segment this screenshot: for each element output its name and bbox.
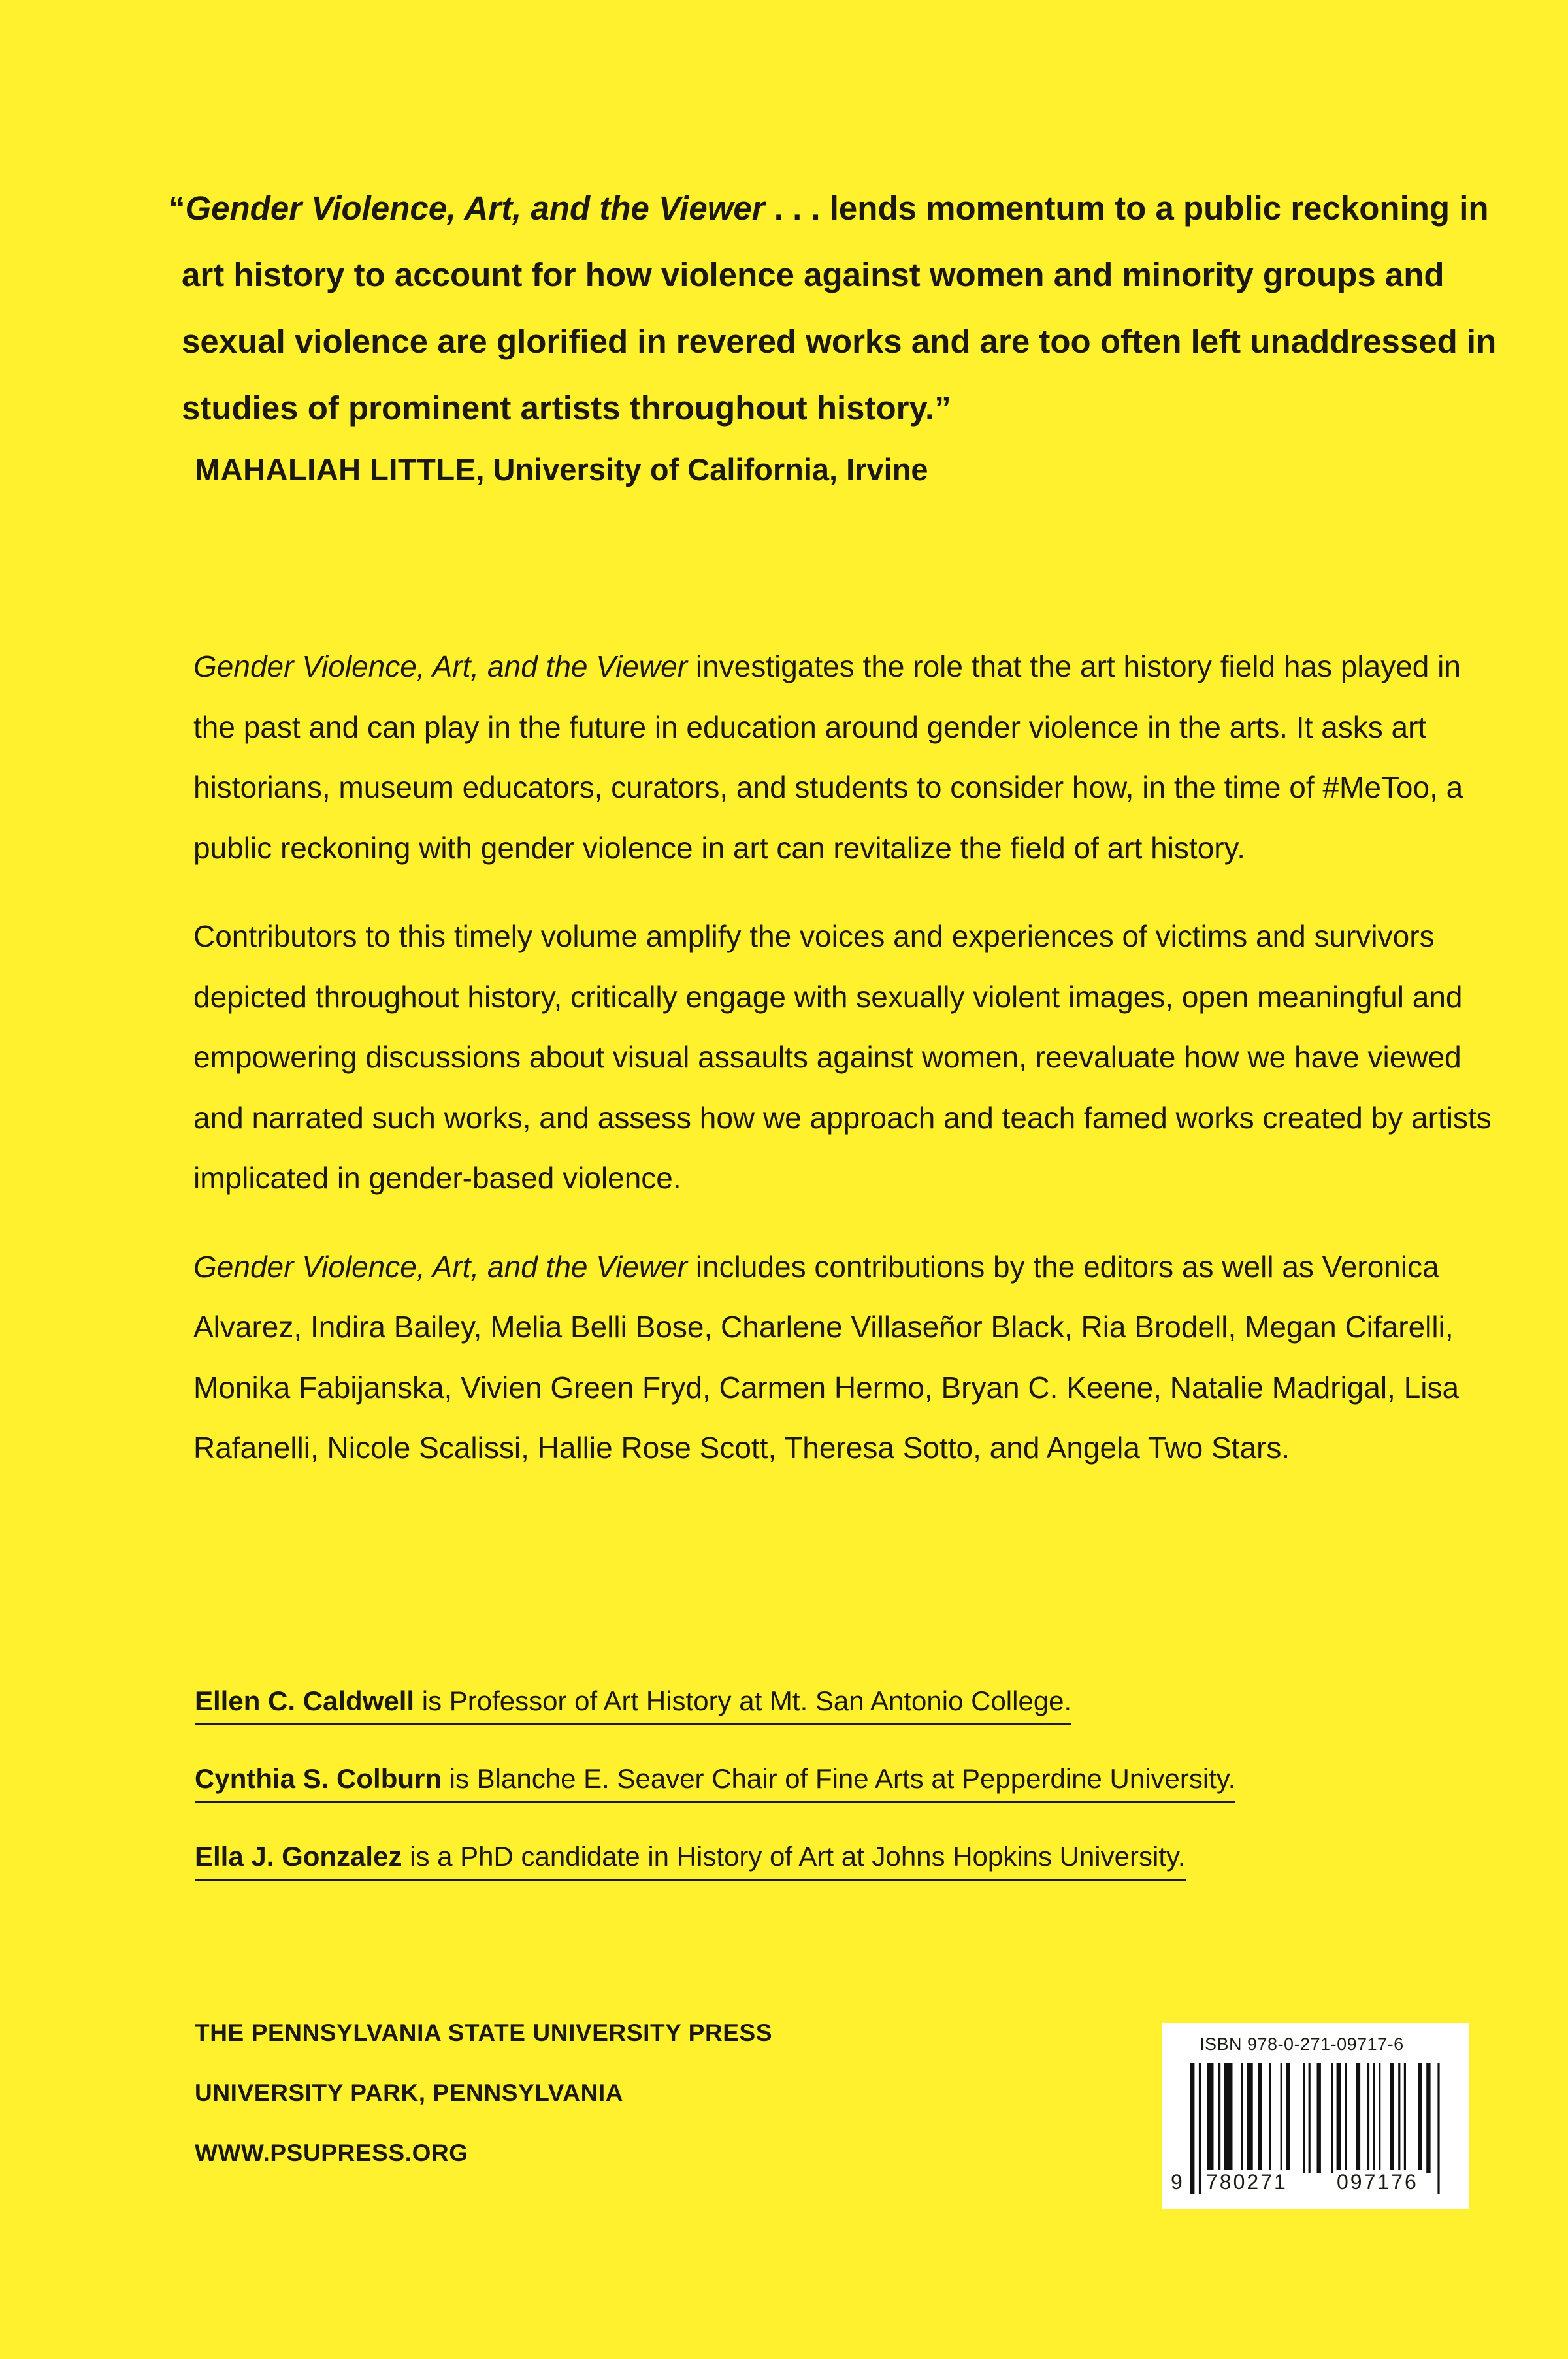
barcode-bar — [1379, 2063, 1380, 2173]
description-paragraph-1: Gender Violence, Art, and the Viewer investigates the role that the art history field has played in the past and can play in the future in education around gender violence in the arts. It asks art historians, museum educators, curators, and students to consider how, in the time of #MeToo, a public reckoning with gender violence in art can revitalize the field of art history. — [193, 649, 1463, 865]
barcode-bar — [1190, 2063, 1194, 2194]
quote-book-title: Gender Violence, Art, and the Viewer — [185, 189, 765, 227]
editor-bio-gonzalez — [195, 1838, 1186, 1881]
barcode-bar — [1247, 2063, 1253, 2173]
isbn-barcode — [1162, 2023, 1469, 2209]
editor-bio-caldwell — [195, 1683, 1071, 1725]
publisher-info — [195, 2003, 772, 2183]
editor-bios — [195, 1683, 1501, 1916]
barcode-bar — [1426, 2063, 1430, 2173]
barcode-bar — [1437, 2063, 1439, 2194]
isbn-label: ISBN 978-0-271-09717-6 — [1200, 2034, 1404, 2054]
editor-name: Ellen C. Caldwell — [195, 1685, 415, 1716]
barcode-digits-left: 780271 — [1202, 2170, 1292, 2194]
quote-text — [169, 175, 1501, 442]
barcode-bar — [1373, 2063, 1375, 2173]
editor-name: Ella J. Gonzalez — [195, 1841, 402, 1872]
quote-affiliation: , University of California, Irvine — [476, 452, 928, 487]
barcode-bar — [1286, 2063, 1290, 2173]
barcode-bar — [1356, 2063, 1360, 2173]
endorsement-quote — [169, 175, 1501, 493]
editor-description: is a PhD candidate in History of Art at Johns Hopkins University. — [402, 1841, 1186, 1872]
description-paragraph-2: Contributors to this timely volume amplify the voices and experiences of victims and survivors depicted throughout history, critically engage with sexually violent images, open meaningful and empowering discussions about visual assaults against women, reevaluate how we have viewed and narrated such works, and assess how we approach and teach famed works created by artists implicated in gender-based violence. — [193, 919, 1492, 1195]
barcode-bar — [1258, 2063, 1262, 2173]
publisher-name: THE PENNSYLVANIA STATE UNIVERSITY PRESS — [195, 2019, 773, 2046]
barcode-bar — [1281, 2063, 1282, 2173]
barcode-bar — [1269, 2063, 1271, 2173]
barcode-bar — [1199, 2063, 1201, 2194]
open-quote-mark: “ — [169, 189, 186, 227]
description-paragraph-3: Gender Violence, Art, and the Viewer includes contributions by the editors as well as Veronica Alvarez, Indira Bailey, Melia Belli Bose, Charlene Villaseñor Black, Ria Brodell, Megan Cifarelli, Monika Fabijanska, Vivien Green Fryd, Carmen Hermo, Bryan C. Keene, Natalie Madrigal, Lisa Rafanelli, Nicole Scalissi, Hallie Rose Scott, Theresa Sotto, and Angela Two Stars. — [193, 1249, 1460, 1465]
quote-ellipsis: . . . — [764, 189, 830, 227]
barcode-bar — [1309, 2063, 1311, 2173]
barcode-bar — [1404, 2063, 1406, 2173]
editor-name: Cynthia S. Colburn — [195, 1763, 442, 1794]
editor-description: is Blanche E. Seaver Chair of Fine Arts at Pepperdine University. — [442, 1763, 1236, 1794]
barcode-bar — [1345, 2063, 1347, 2173]
description-title-3: Gender Violence, Art, and the Viewer — [193, 1249, 688, 1284]
editor-description: is Professor of Art History at Mt. San Antonio College. — [414, 1685, 1072, 1716]
quote-body: lends momentum to a public reckoning in art history to account for how violence against women and minority groups and sexual violence are glorified in revered works and are too often left unaddressed in studies of prominent artists throughout history.” — [182, 189, 1497, 427]
quote-attribution — [195, 447, 1501, 493]
barcode-digits-right: 097176 — [1333, 2170, 1422, 2194]
barcode-bar — [1218, 2063, 1220, 2173]
description-title-1: Gender Violence, Art, and the Viewer — [193, 649, 688, 683]
book-description — [193, 636, 1507, 1506]
publisher-location: UNIVERSITY PARK, PENNSYLVANIA — [195, 2079, 624, 2106]
barcode-bar — [1418, 2063, 1422, 2173]
barcode-bar — [1317, 2063, 1321, 2173]
editor-bio-colburn — [195, 1761, 1235, 1803]
quote-author: MAHALIAH LITTLE — [195, 452, 476, 487]
barcode-bar — [1303, 2063, 1305, 2173]
barcode-bar — [1337, 2063, 1341, 2173]
barcode-bar — [1331, 2063, 1333, 2173]
barcode-bar — [1241, 2063, 1243, 2173]
barcode-bar — [1367, 2063, 1369, 2173]
barcode-bar — [1207, 2063, 1214, 2173]
barcode-bar — [1224, 2063, 1233, 2173]
publisher-website: WWW.PSUPRESS.ORG — [195, 2139, 468, 2166]
barcode-digit-prefix: 9 — [1171, 2170, 1184, 2194]
